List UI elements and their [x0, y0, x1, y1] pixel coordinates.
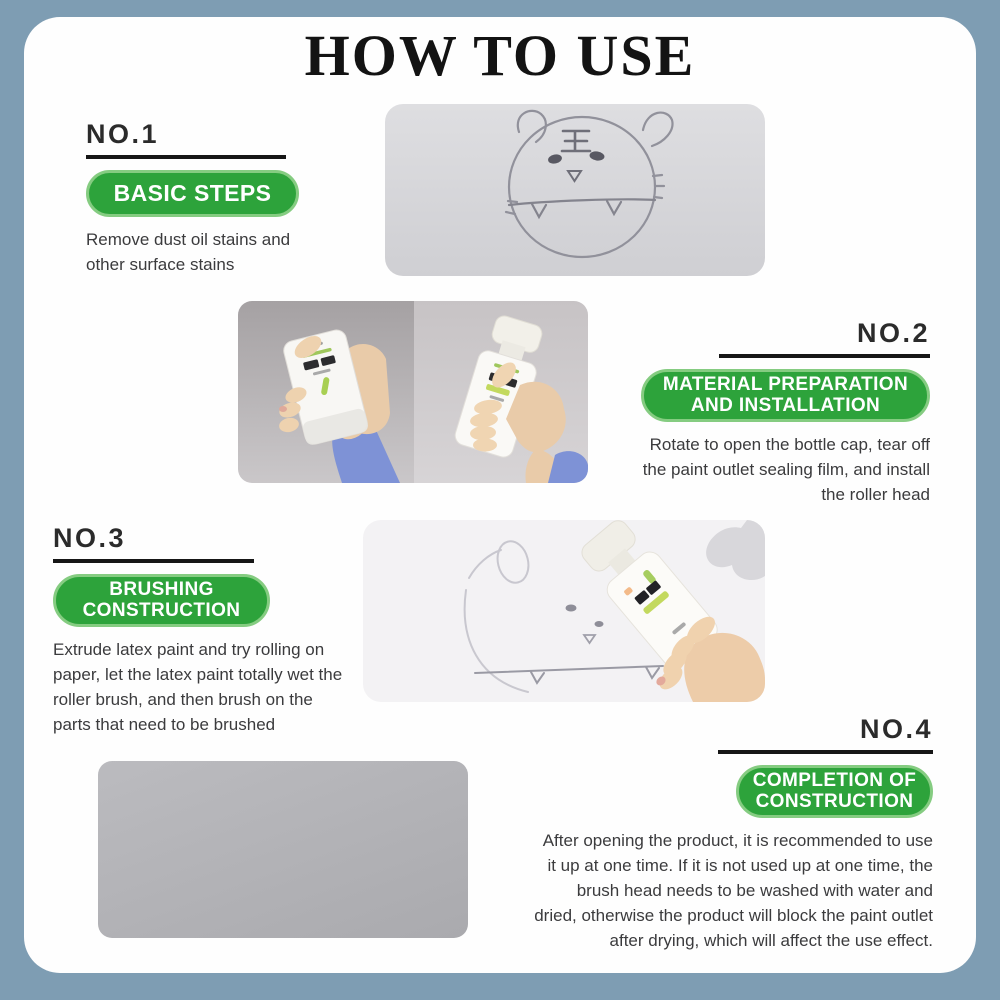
step-4-block: [468, 714, 933, 953]
faded-tiger-nose: [584, 635, 595, 643]
step-1-block: [86, 119, 336, 277]
tiger-right-ear: [643, 113, 672, 146]
step-2-badge: [641, 369, 930, 422]
step-3-photo: [363, 520, 765, 702]
step-1-description: Remove dust oil stains and other surface stains: [86, 229, 291, 274]
tiger-head-outline: [509, 117, 655, 257]
step-4-badge: [736, 765, 933, 818]
painting-hand: [684, 633, 765, 702]
step-1-number: NO.1: [86, 119, 160, 149]
tiger-left-eye: [547, 153, 563, 165]
faded-tiger-eye-1: [566, 605, 577, 612]
step-1-underline: [86, 155, 286, 159]
tiger-drawing-illustration: [385, 104, 765, 276]
step-4-photo: [98, 761, 468, 938]
step-2-block: [590, 318, 930, 507]
step-3-description: Extrude latex paint and try rolling on paper, let the latex paint totally wet the roller brush, and then brush on the parts that need to be brushed: [53, 639, 343, 734]
step-2-badge-line-2: AND INSTALLATION: [690, 395, 881, 416]
tiger-mouth-line: [509, 199, 655, 205]
tiger-right-eye: [589, 151, 605, 162]
step-2-number: NO.2: [856, 318, 930, 348]
tiger-nose: [568, 171, 581, 181]
faded-tiger-eye-2: [595, 621, 604, 627]
step-4-underline: [718, 750, 933, 754]
faded-tiger-fang-1: [531, 672, 544, 683]
right-finger-4: [473, 439, 497, 452]
step-4-number: NO.4: [859, 714, 933, 744]
faded-tiger-drawing: [465, 538, 533, 692]
step-4-description: After opening the product, it is recommended to use it up at one time. If it is not used up at one time, the brush head needs to be washed with water and dried, otherwise the product will block the paint outlet after drying, which will affect the use effect.: [534, 830, 933, 950]
step-3-badge: [53, 574, 270, 627]
left-finger-nail: [279, 406, 287, 412]
step-3-badge-line-1: BRUSHING: [109, 579, 214, 600]
faded-tiger-mouth: [475, 666, 663, 673]
step-2-underline: [719, 354, 930, 358]
step-3-underline: [53, 559, 254, 563]
step-1-photo: [385, 104, 765, 276]
rolling-paint-illustration: [363, 520, 765, 702]
tiger-right-fang: [607, 201, 621, 214]
page-title: HOW TO USE: [304, 23, 696, 88]
step-2-badge-line-1: MATERIAL PREPARATION: [662, 374, 909, 395]
step-3-number: NO.3: [53, 523, 127, 553]
bottle-hands-illustration: [238, 301, 588, 483]
faded-tiger-fang-2: [646, 667, 659, 678]
tiger-forehead-wang-mark: [562, 131, 590, 151]
unpainted-gray-area: [706, 520, 765, 580]
step-3-block: [53, 523, 383, 737]
step-4-badge-line-2: CONSTRUCTION: [755, 791, 914, 812]
step-1-badge-label: BASIC STEPS: [113, 179, 272, 206]
tiger-left-fang: [532, 204, 546, 217]
step-4-badge-line-1: COMPLETION OF: [752, 770, 917, 791]
step-3-badge-line-2: CONSTRUCTION: [82, 600, 241, 621]
step-2-description: Rotate to open the bottle cap, tear off the paint outlet sealing film, and install the roller head: [642, 434, 930, 504]
step-2-photo: [238, 301, 588, 483]
step-1-badge: [86, 170, 299, 217]
